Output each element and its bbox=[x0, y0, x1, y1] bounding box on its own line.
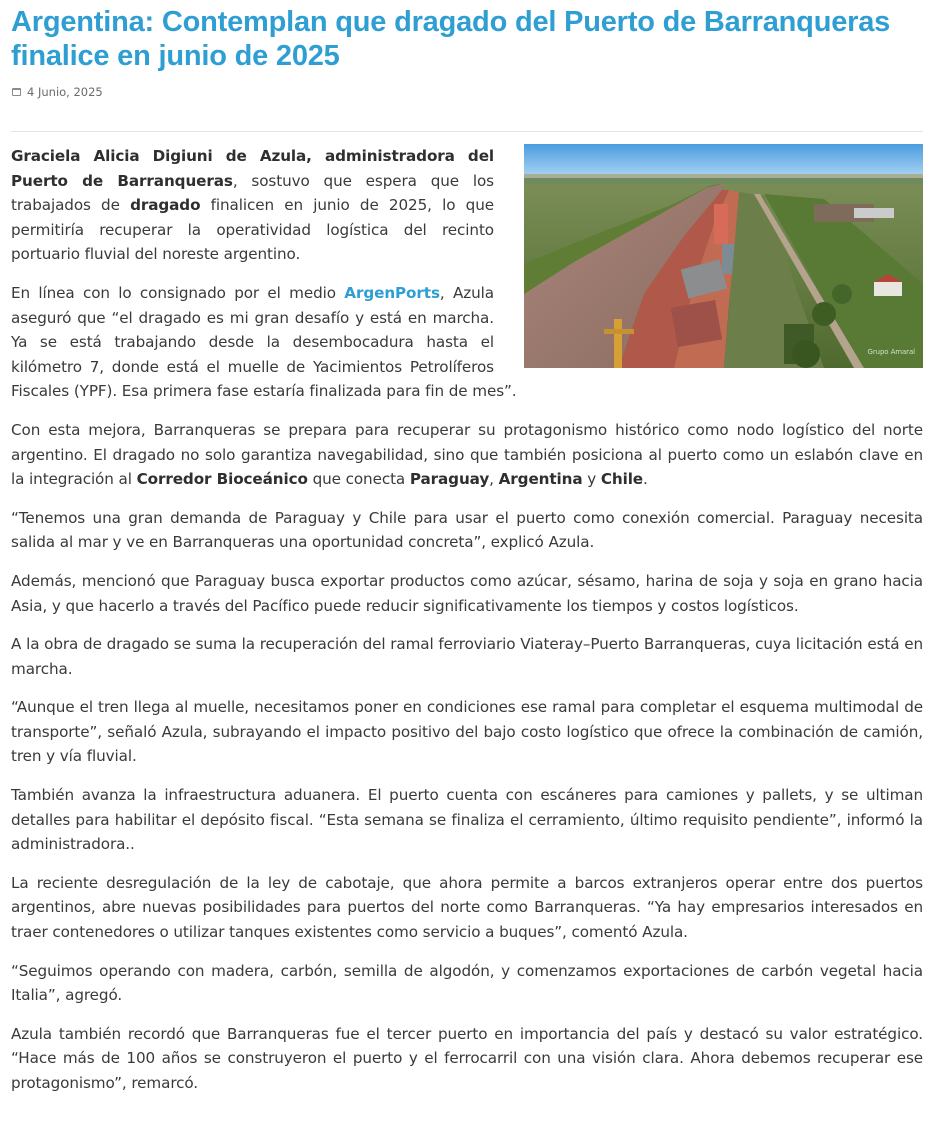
paragraph-8: También avanza la infraestructura aduanera. El puerto cuenta con escáneres para camiones y pallets, y se ultiman detalles para habilitar el depósito fiscal. “Esta semana se finaliza el cerramiento, último requisito pendiente”, informó la administradora.. bbox=[11, 786, 923, 854]
calendar-icon bbox=[12, 88, 21, 96]
paragraph-4: “Tenemos una gran demanda de Paraguay y Chile para usar el puerto como conexión comercial. Paraguay necesita salida al mar y ve en Barranqueras una oportunidad concreta”, explicó Azula. bbox=[11, 508, 923, 552]
article-body bbox=[11, 144, 923, 1096]
port-aerial-photo bbox=[524, 144, 923, 368]
paragraph-9: La reciente desregulación de la ley de cabotaje, que ahora permite a barcos extranjeros operar entre dos puertos argentinos, abre nuevas posibilidades para puertos del norte como Barranqueras. “Ya hay empresarios interesados en traer contenedores o utilizar tanques existentes como servicio a buques”, comentó Azula. bbox=[11, 873, 923, 942]
paragraph-11: Azula también recordó que Barranqueras fue el tercer puerto en importancia del país y destacó su valor estratégico. “Hace más de 100 años se construyeron el puerto y el ferrocarril con una visión clara. Ahora debemos recuperar ese protagonismo”, remarcó. bbox=[11, 1024, 923, 1092]
article-meta bbox=[11, 84, 923, 100]
paragraph-3: Con esta mejora, Barranqueras se prepara para recuperar su protagonismo histórico como nodo logístico del norte argentino. El dragado no solo garantiza navegabilidad, sino que también posiciona al puerto como un eslabón clave en la integración al Corredor Bioceánico que conecta Paraguay, Argentina y Chile. bbox=[11, 420, 923, 489]
paragraph-10: “Seguimos operando con madera, carbón, semilla de algodón, y comenzamos exportaciones de carbón vegetal hacia Italia”, agregó. bbox=[11, 961, 923, 1005]
article-title: Argentina: Contemplan que dragado del Puerto de Barranqueras finalice en junio de 2025 bbox=[11, 6, 891, 72]
argenports-link[interactable]: ArgenPorts bbox=[344, 283, 440, 302]
paragraph-5: Además, mencionó que Paraguay busca exportar productos como azúcar, sésamo, harina de soja y soja en grano hacia Asia, y que hacerlo a través del Pacífico puede reducir significativamente los tiempos y costos logísticos. bbox=[11, 571, 923, 615]
publish-date: 4 Junio, 2025 bbox=[27, 85, 103, 99]
paragraph-7: “Aunque el tren llega al muelle, necesitamos poner en condiciones ese ramal para completar el esquema multimodal de transporte”, señaló Azula, subrayando el impacto positivo del bajo costo logístico que ofrece la combinación de camión, tren y vía fluvial. bbox=[11, 698, 923, 766]
image-credit: Grupo Amaral bbox=[867, 348, 915, 357]
article bbox=[11, 0, 923, 1110]
paragraph-2: En línea con lo consignado por el medio ArgenPorts, Azula aseguró que “el dragado es mi gran desafío y está en marcha. Ya se está trabajando desde la desembocadura hasta el kilómetro 7, donde está el muelle de Yacimientos Petrolíferos Fiscales (YPF). Esa primera fase estaría finalizada para fin de mes”. bbox=[11, 283, 517, 401]
paragraph-6: A la obra de dragado se suma la recuperación del ramal ferroviario Viateray–Puerto Barranqueras, cuya licitación está en marcha. bbox=[11, 635, 923, 678]
paragraph-1: Graciela Alicia Digiuni de Azula, administradora del Puerto de Barranqueras, sostuvo que espera que los trabajados de dragado finalicen en junio de 2025, lo que permitiría recuperar la operatividad logística del recinto portuario fluvial del noreste argentino. bbox=[11, 147, 494, 264]
article-image bbox=[524, 144, 923, 368]
header-divider bbox=[11, 131, 923, 132]
